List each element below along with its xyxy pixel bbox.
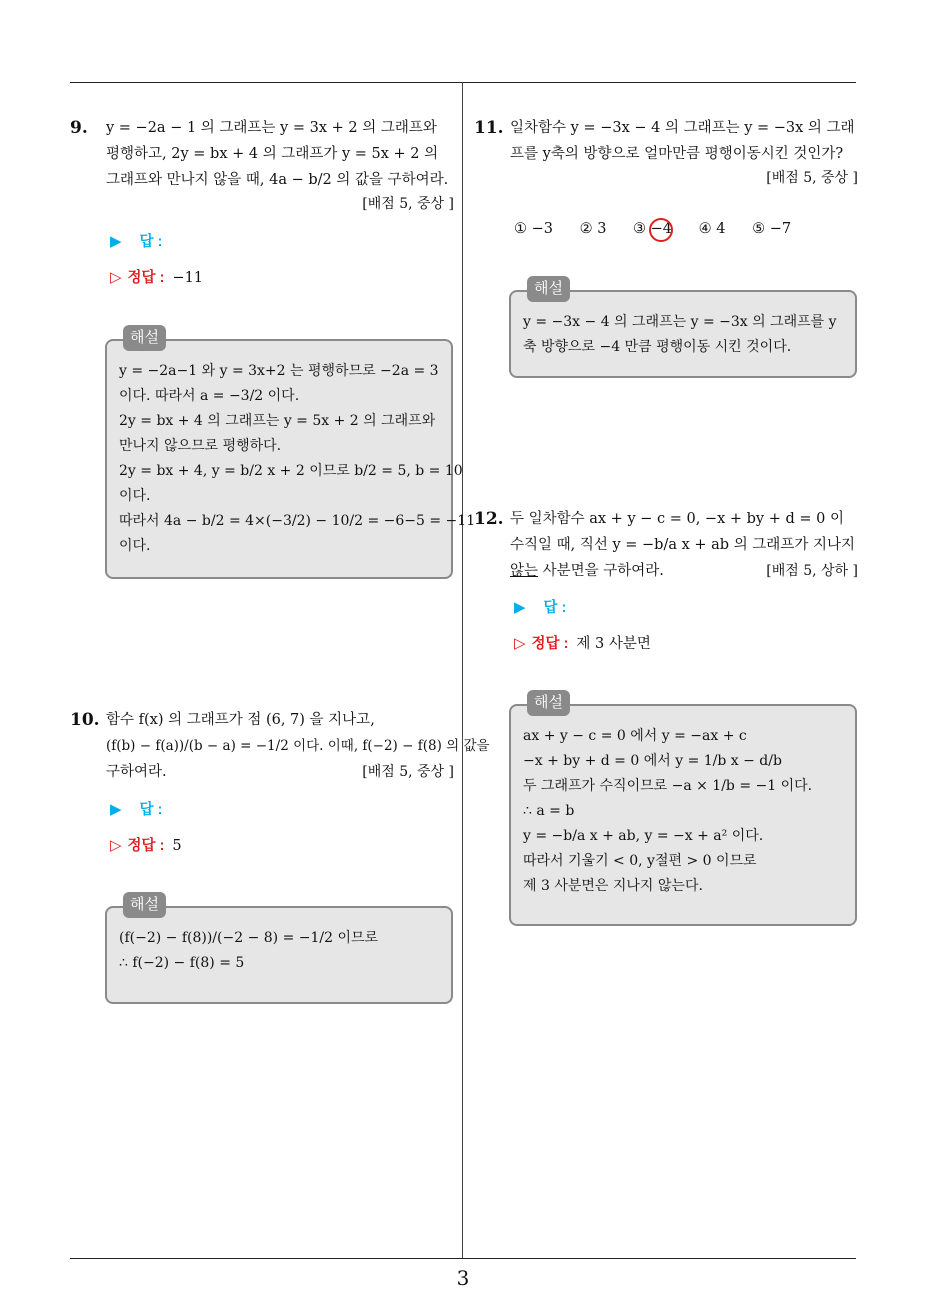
explanation-line: 2y = bx + 4, y = b/2 x + 2 이므로 b/2 = 5, b = 10: [119, 463, 463, 479]
explanation-box: [509, 280, 857, 378]
choice-2[interactable]: ② 3: [579, 221, 607, 237]
outline-triangle-icon: ▷: [110, 837, 122, 854]
question-line: 평행하고, 2y = bx + 4 의 그래프가 y = 5x + 2 의: [106, 146, 439, 162]
correct-value: 제 3 사분면: [576, 636, 651, 652]
explanation-line: y = −b/a x + ab, y = −x + a² 이다.: [523, 828, 764, 844]
explanation-line: 두 그래프가 수직이므로 −a × 1/b = −1 이다.: [523, 778, 813, 794]
answer-label: 답 :: [139, 802, 163, 818]
page-number: 3: [456, 1266, 470, 1290]
play-icon: ▶: [110, 233, 122, 250]
question-number: 10.: [70, 710, 100, 730]
choice-3[interactable]: ③ −4: [633, 221, 673, 237]
correct-label: 정답 :: [127, 838, 165, 854]
answer-row: [110, 230, 162, 251]
question-10: [70, 707, 490, 785]
question-number: 12.: [474, 509, 504, 529]
explanation-line: 따라서 기울기 < 0, y절편 > 0 이므로: [523, 853, 757, 869]
explanation-line: y = −3x − 4 의 그래프는 y = −3x 의 그래프를 y: [523, 314, 837, 330]
answer-row: [514, 596, 566, 617]
question-12: [474, 506, 858, 584]
explanation-box: [509, 694, 857, 926]
correct-answer-row: [110, 266, 203, 287]
column-divider: [462, 82, 463, 1258]
question-line: 두 일차함수 ax + y − c = 0, −x + by + d = 0 이: [510, 511, 844, 527]
choice-1[interactable]: ① −3: [514, 221, 553, 237]
correct-value: −11: [172, 270, 204, 286]
explanation-line: ∴ f(−2) − f(8) = 5: [119, 955, 245, 971]
score-label: [배점 5, 중상 ]: [362, 196, 454, 212]
question-line: y = −2a − 1 의 그래프는 y = 3x + 2 의 그래프와: [106, 120, 437, 136]
correct-answer-row: [514, 632, 651, 653]
explanation-box: [105, 896, 453, 1004]
selected-circle-mark: [649, 218, 673, 242]
question-line: 수직일 때, 직선 y = −b/a x + ab 의 그래프가 지나지: [510, 537, 855, 553]
answer-label: 답 :: [543, 600, 567, 616]
choice-5[interactable]: ⑤ −7: [752, 221, 792, 237]
question-number: 9.: [70, 118, 88, 138]
explanation-line: y = −2a−1 와 y = 3x+2 는 평행하므로 −2a = 3: [119, 363, 439, 379]
answer-label: 답 :: [139, 234, 163, 250]
answer-row: [110, 798, 162, 819]
question-11: [474, 115, 858, 191]
bottom-rule: [70, 1258, 856, 1259]
explanation-tag: 해설: [527, 276, 570, 302]
explanation-line: −x + by + d = 0 에서 y = 1/b x − d/b: [523, 753, 782, 769]
explanation-line: 이다. 따라서 a = −3/2 이다.: [119, 388, 300, 404]
explanation-box: [105, 329, 476, 579]
question-line: 프를 y축의 방향으로 얼마만큼 평행이동시킨 것인가?: [510, 146, 844, 162]
top-rule: [70, 82, 856, 83]
explanation-line: 축 방향으로 −4 만큼 평행이동 시킨 것이다.: [523, 339, 792, 355]
question-line: 구하여라.: [106, 764, 167, 780]
explanation-tag: 해설: [527, 690, 570, 716]
explanation-line: 2y = bx + 4 의 그래프는 y = 5x + 2 의 그래프와: [119, 413, 436, 429]
explanation-line: 제 3 사분면은 지나지 않는다.: [523, 878, 703, 894]
explanation-line: 이다.: [119, 538, 151, 554]
explanation-line: 만나지 않으므로 평행하다.: [119, 438, 282, 454]
question-number: 11.: [474, 118, 504, 138]
explanation-tag: 해설: [123, 325, 166, 351]
outline-triangle-icon: ▷: [110, 269, 122, 286]
question-9: [70, 115, 454, 217]
question-line: 함수 f(x) 의 그래프가 점 (6, 7) 을 지나고,: [106, 712, 375, 728]
score-label: [배점 5, 상하 ]: [766, 563, 858, 579]
question-line: (f(b) − f(a))/(b − a) = −1/2 이다. 이때, f(−2) − f(8) 의 값을: [106, 738, 490, 754]
underlined-word: 않는: [510, 563, 539, 579]
correct-label: 정답 :: [127, 270, 165, 286]
question-line-rest: 사분면을 구하여라.: [538, 563, 664, 579]
play-icon: ▶: [514, 599, 526, 616]
question-line: 그래프와 만나지 않을 때, 4a − b/2 의 값을 구하여라.: [106, 172, 449, 188]
outline-triangle-icon: ▷: [514, 635, 526, 652]
question-line: 일차함수 y = −3x − 4 의 그래프는 y = −3x 의 그래: [510, 120, 855, 136]
choice-4[interactable]: ④ 4: [698, 221, 726, 237]
score-label: [배점 5, 중상 ]: [362, 764, 454, 780]
correct-label: 정답 :: [531, 636, 569, 652]
score-label: [배점 5, 중상 ]: [766, 170, 858, 186]
explanation-line: 따라서 4a − b/2 = 4×(−3/2) − 10/2 = −6−5 = −11: [119, 513, 476, 529]
explanation-line: ax + y − c = 0 에서 y = −ax + c: [523, 728, 747, 744]
correct-value: 5: [172, 838, 182, 854]
explanation-line: (f(−2) − f(8))/(−2 − 8) = −1/2 이므로: [119, 930, 379, 946]
play-icon: ▶: [110, 801, 122, 818]
explanation-line: 이다.: [119, 488, 151, 504]
explanation-tag: 해설: [123, 892, 166, 918]
correct-answer-row: [110, 834, 182, 855]
explanation-line: ∴ a = b: [523, 803, 575, 819]
